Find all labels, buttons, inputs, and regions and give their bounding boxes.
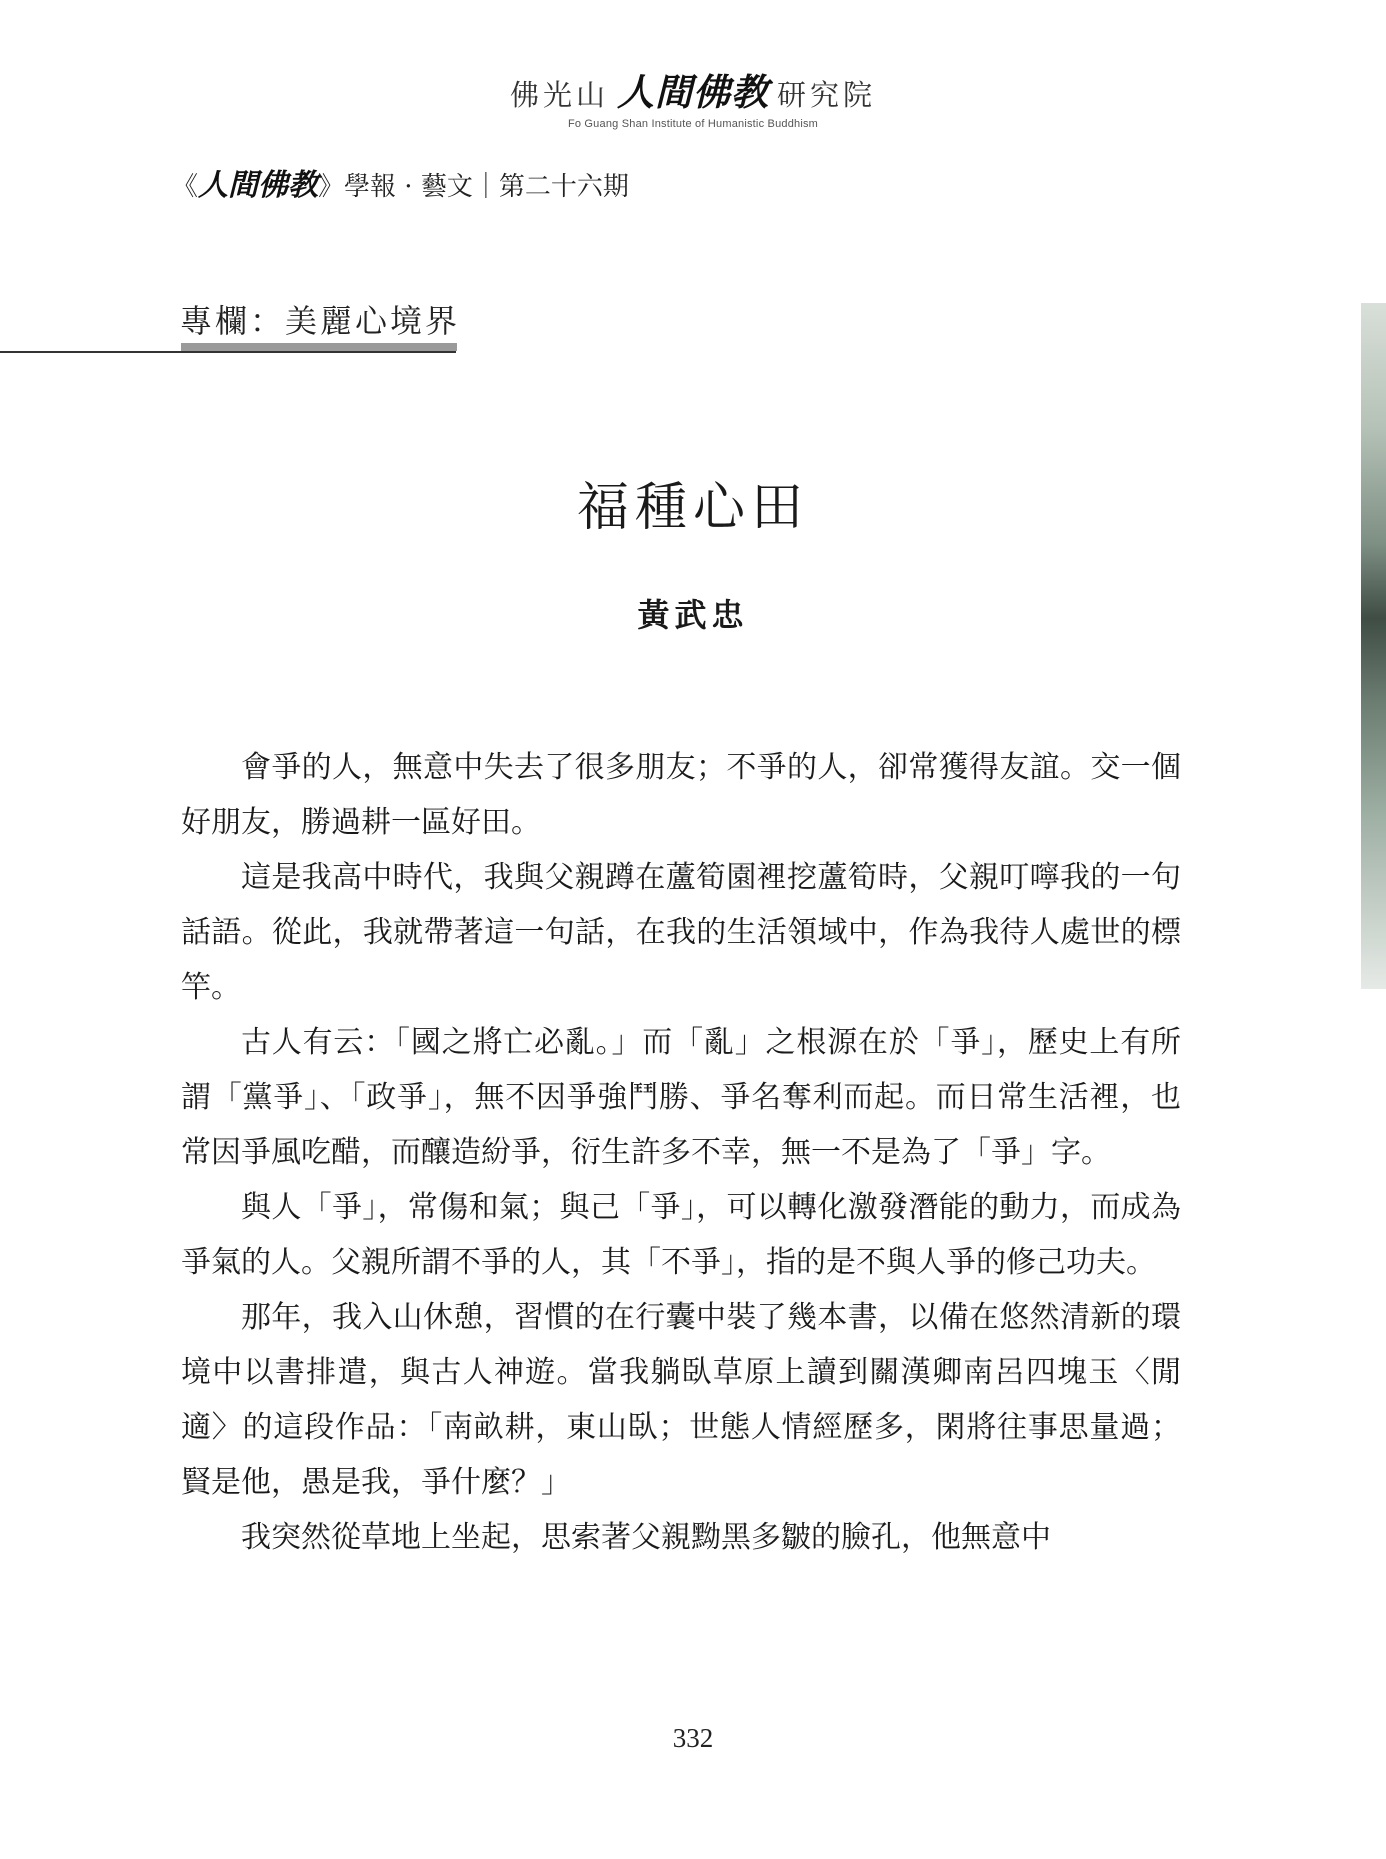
article-title: 福種心田 xyxy=(576,478,809,538)
masthead-title xyxy=(0,62,1386,116)
journal-header xyxy=(172,160,629,204)
masthead-right-text: 研究院 xyxy=(777,78,877,112)
journal-issue-text: 學報 · 藝文｜第二十六期 xyxy=(344,172,629,202)
masthead-subtitle: Fo Guang Shan Institute of Humanistic Buddhism xyxy=(567,118,819,130)
side-image-tab xyxy=(1361,303,1386,989)
column-underline xyxy=(181,343,457,351)
masthead xyxy=(0,62,1386,130)
paragraph: 我突然從草地上坐起，思索著父親黝黑多皺的臉孔，他無意中 xyxy=(241,1520,1051,1555)
paragraph: 那年，我入山休憩，習慣的在行囊中裝了幾本書，以備在悠然清新的環境中以書排遣，與古人神遊。當我躺臥草原上讀到關漢卿南呂四塊玉〈閒適〉的這段作品：「南畝耕，東山臥；世態人情經歷多，閑將往事思量過；賢是他，愚是我，爭什麼？」 xyxy=(181,1300,1181,1500)
paragraph: 這是我高中時代，我與父親蹲在蘆筍園裡挖蘆筍時，父親叮嚀我的一句話語。從此，我就帶著這一句話，在我的生活領域中，作為我待人處世的標竿。 xyxy=(181,860,1181,1005)
journal-brand-logo: 人間佛教 xyxy=(198,168,319,203)
journal-open-bracket: 《 xyxy=(172,172,199,202)
paragraph: 會爭的人，無意中失去了很多朋友；不爭的人，卻常獲得友誼。交一個好朋友，勝過耕一區好田。 xyxy=(181,750,1181,840)
journal-close-bracket: 》 xyxy=(318,172,345,202)
masthead-brand-logo: 人間佛教 xyxy=(617,70,769,114)
column-rule xyxy=(0,351,456,353)
page-number: 332 xyxy=(672,1723,714,1753)
paragraph: 古人有云：「國之將亡必亂。」而「亂」之根源在於「爭」，歷史上有所謂「黨爭」、「政爭」，無不因爭強鬥勝、爭名奪利而起。而日常生活裡，也常因爭風吃醋，而釀造紛爭，衍生許多不幸，無一不是為了「爭」字。 xyxy=(181,1025,1181,1170)
masthead-left-text: 佛光山 xyxy=(509,78,609,112)
column-label: 專欄：美麗心境界 xyxy=(180,302,461,340)
article-body xyxy=(181,740,1181,1565)
paragraph: 與人「爭」，常傷和氣；與己「爭」，可以轉化激發潛能的動力，而成為爭氣的人。父親所謂不爭的人，其「不爭」，指的是不與人爭的修己功夫。 xyxy=(181,1190,1181,1280)
article-author: 黃武忠 xyxy=(637,596,749,634)
